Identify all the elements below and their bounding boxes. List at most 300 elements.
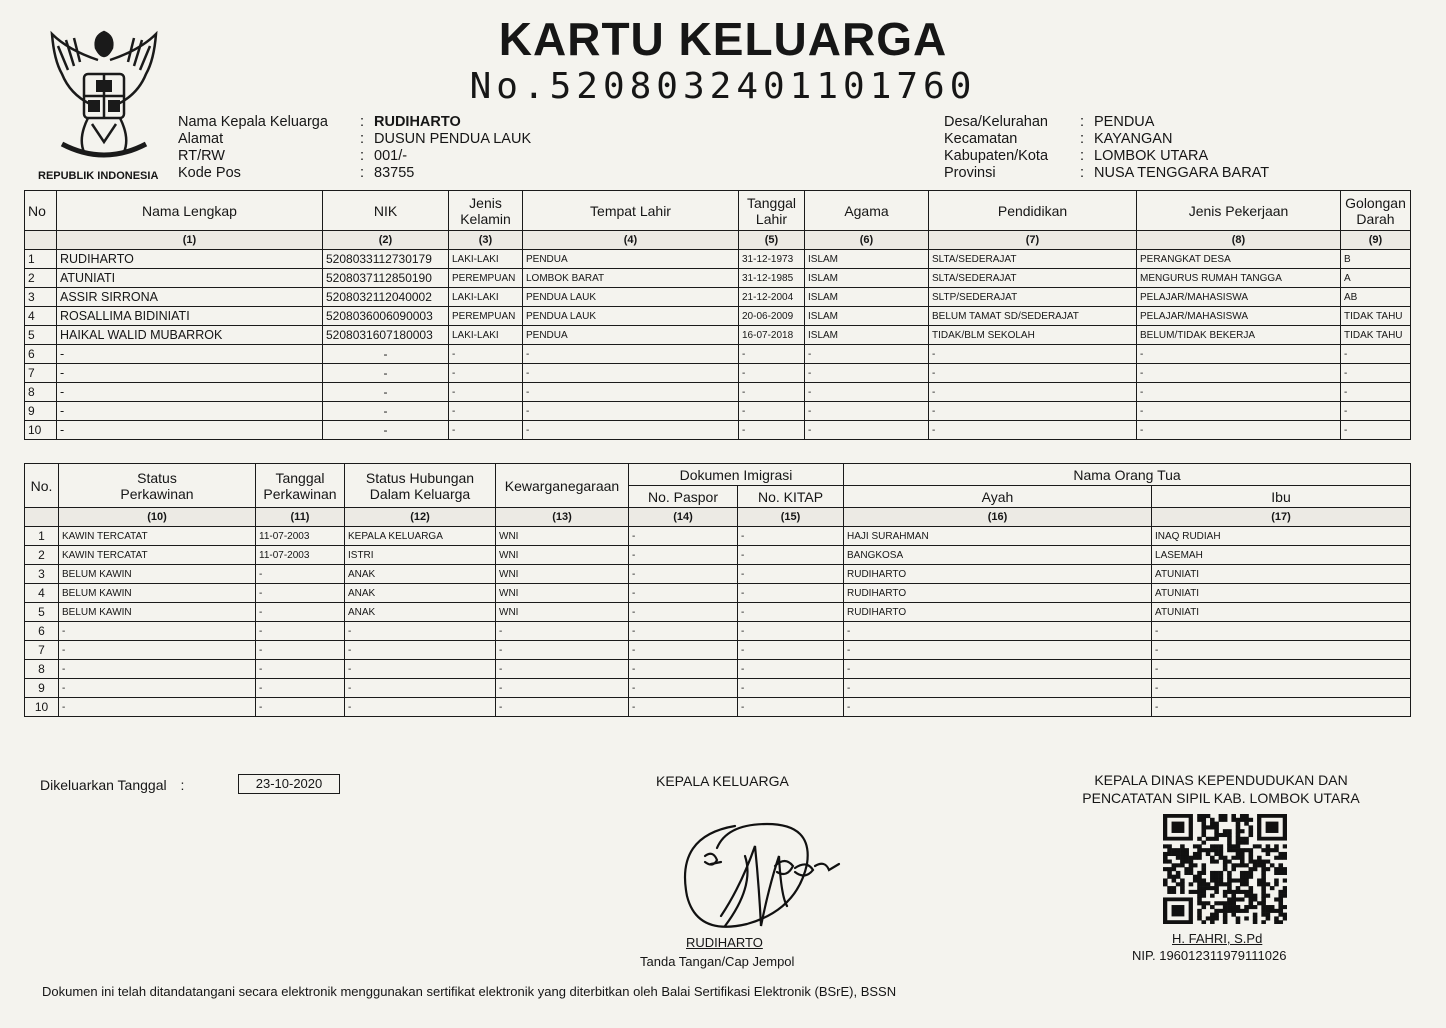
col-header: No [25, 191, 57, 231]
table-row [25, 622, 1411, 641]
table-cell: 1 [25, 527, 59, 546]
table-cell: 11-07-2003 [256, 546, 345, 565]
index-cell: (7) [929, 231, 1137, 250]
table-cell: ATUNIATI [57, 269, 323, 288]
table-cell: - [1152, 660, 1411, 679]
table-cell: 4 [25, 584, 59, 603]
table-cell: MENGURUS RUMAH TANGGA [1137, 269, 1341, 288]
table-cell: - [345, 641, 496, 660]
table-cell: - [1341, 383, 1411, 402]
table-cell: 5208033112730179 [323, 250, 449, 269]
index-cell: (6) [805, 231, 929, 250]
table-cell: - [256, 584, 345, 603]
table-cell: 6 [25, 345, 57, 364]
table-cell: - [629, 660, 738, 679]
table-cell: - [323, 421, 449, 440]
table-cell: - [738, 641, 844, 660]
table-cell: - [256, 698, 345, 717]
table-cell: - [256, 679, 345, 698]
table-cell: - [59, 622, 256, 641]
members-header-row [25, 191, 1411, 231]
table-cell: - [496, 660, 629, 679]
table-cell: SLTA/SEDERAJAT [929, 269, 1137, 288]
table-cell: - [929, 421, 1137, 440]
table-cell: KEPALA KELUARGA [345, 527, 496, 546]
table-cell: 31-12-1985 [739, 269, 805, 288]
table-row [25, 269, 1411, 288]
table-cell: - [1137, 364, 1341, 383]
table-cell: ATUNIATI [1152, 603, 1411, 622]
table-cell: 5208037112850190 [323, 269, 449, 288]
index-cell: (8) [1137, 231, 1341, 250]
table-cell: - [323, 383, 449, 402]
table-cell: 16-07-2018 [739, 326, 805, 345]
col-header: Nama Lengkap [57, 191, 323, 231]
info-label: Provinsi [944, 165, 996, 181]
col-header: Jenis Pekerjaan [1137, 191, 1341, 231]
table-cell: PEREMPUAN [449, 307, 523, 326]
table-cell: - [844, 698, 1152, 717]
table-cell: LOMBOK BARAT [523, 269, 739, 288]
table-cell: - [738, 622, 844, 641]
table-cell: RUDIHARTO [844, 584, 1152, 603]
table-cell: 7 [25, 641, 59, 660]
table-cell: - [629, 527, 738, 546]
table-row [25, 698, 1411, 717]
table-cell: WNI [496, 546, 629, 565]
table-row [25, 679, 1411, 698]
family-info-right [944, 114, 1269, 182]
table-cell: - [523, 421, 739, 440]
table-cell: - [1152, 698, 1411, 717]
table-cell: - [629, 698, 738, 717]
info-row-village: Desa/Kelurahan : PENDUA [944, 114, 1155, 130]
table-cell: - [805, 383, 929, 402]
table-cell: - [1152, 641, 1411, 660]
table-cell: - [1137, 402, 1341, 421]
index-cell: (10) [59, 508, 256, 527]
table-cell: PEREMPUAN [449, 269, 523, 288]
index-cell [25, 231, 57, 250]
table-cell: - [496, 641, 629, 660]
index-cell: (13) [496, 508, 629, 527]
table-cell: - [256, 603, 345, 622]
index-cell: (9) [1341, 231, 1411, 250]
table-cell: SLTP/SEDERAJAT [929, 288, 1137, 307]
table-cell: 9 [25, 679, 59, 698]
table-cell: - [805, 364, 929, 383]
info-row-regency: Kabupaten/Kota : LOMBOK UTARA [944, 148, 1209, 164]
index-cell: (16) [844, 508, 1152, 527]
table-cell: - [738, 584, 844, 603]
table-cell: AB [1341, 288, 1411, 307]
table-cell: - [496, 622, 629, 641]
info-row-rtrw: RT/RW : 001/- [178, 148, 408, 164]
table-cell: ANAK [345, 584, 496, 603]
table-cell: - [629, 641, 738, 660]
document-number: No.5208032401101760 [469, 66, 977, 107]
table-cell: - [1341, 402, 1411, 421]
col-header: Ibu [1152, 486, 1411, 508]
table-cell: - [1152, 622, 1411, 641]
col-header: Tanggal Lahir [739, 191, 805, 231]
table-cell: - [449, 345, 523, 364]
table-cell: LAKI-LAKI [449, 250, 523, 269]
col-header: NIK [323, 191, 449, 231]
electronic-signature-disclaimer: Dokumen ini telah ditandatangani secara elektronik menggunakan sertifikat elektronik yang diterbitkan oleh Balai Sertifikasi Elektronik (BSrE), BSSN [42, 984, 897, 999]
officer-name: H. FAHRI, S.Pd [1172, 931, 1263, 946]
table-cell: - [739, 383, 805, 402]
table-cell: 10 [25, 421, 57, 440]
table-cell: - [629, 679, 738, 698]
table-cell: - [323, 402, 449, 421]
table-cell: - [1137, 383, 1341, 402]
table-cell: 3 [25, 288, 57, 307]
table-cell: PERANGKAT DESA [1137, 250, 1341, 269]
table-cell: - [929, 402, 1137, 421]
table-cell: 3 [25, 565, 59, 584]
table-cell: - [59, 698, 256, 717]
table-cell: PENDUA [523, 326, 739, 345]
index-cell: (14) [629, 508, 738, 527]
table-cell: TIDAK/BLM SEKOLAH [929, 326, 1137, 345]
table-cell: - [496, 698, 629, 717]
index-cell: (4) [523, 231, 739, 250]
table-cell: - [323, 364, 449, 383]
table-cell: PELAJAR/MAHASISWA [1137, 288, 1341, 307]
table-cell: - [345, 622, 496, 641]
table-cell: - [929, 345, 1137, 364]
table-cell: WNI [496, 527, 629, 546]
table-cell: - [844, 622, 1152, 641]
table-cell: - [57, 421, 323, 440]
info-value: KAYANGAN [1094, 131, 1173, 147]
table-cell: ANAK [345, 603, 496, 622]
table-cell: - [57, 402, 323, 421]
table-cell: ISLAM [805, 269, 929, 288]
table-row [25, 345, 1411, 364]
table-cell: - [738, 679, 844, 698]
table-cell: ISTRI [345, 546, 496, 565]
civil-header-row-1 [25, 464, 1411, 486]
info-row-head: Nama Kepala Keluarga : RUDIHARTO [178, 114, 461, 130]
table-cell: LAKI-LAKI [449, 288, 523, 307]
signature-note: Tanda Tangan/Cap Jempol [640, 954, 795, 969]
table-cell: 21-12-2004 [739, 288, 805, 307]
table-row [25, 307, 1411, 326]
table-cell: - [805, 402, 929, 421]
info-value: 83755 [374, 165, 415, 181]
officer-nip: NIP. 196012311979111026 [1132, 948, 1287, 963]
table-row [25, 421, 1411, 440]
table-cell: - [449, 383, 523, 402]
col-header: Tanggal Perkawinan [256, 464, 345, 508]
table-cell: - [929, 383, 1137, 402]
index-cell: (5) [739, 231, 805, 250]
table-cell: - [738, 565, 844, 584]
info-label: Alamat [178, 131, 224, 147]
table-cell: - [739, 421, 805, 440]
table-cell: - [345, 679, 496, 698]
table-cell: - [345, 660, 496, 679]
table-row [25, 326, 1411, 345]
table-cell: PENDUA [523, 250, 739, 269]
table-cell: 11-07-2003 [256, 527, 345, 546]
table-cell: - [57, 364, 323, 383]
table-cell: - [449, 421, 523, 440]
garuda-emblem-icon [40, 24, 168, 174]
table-cell: B [1341, 250, 1411, 269]
table-row [25, 546, 1411, 565]
table-cell: 2 [25, 269, 57, 288]
table-cell: - [256, 565, 345, 584]
info-row-postal: Kode Pos : 83755 [178, 165, 415, 181]
info-value: RUDIHARTO [374, 114, 461, 130]
table-cell: LASEMAH [1152, 546, 1411, 565]
table-cell: ISLAM [805, 288, 929, 307]
issued-date-label [40, 777, 184, 793]
issued-date-label-text: Dikeluarkan Tanggal [40, 777, 167, 793]
table-cell: - [256, 622, 345, 641]
col-header: Nama Orang Tua [844, 464, 1411, 486]
table-cell: - [523, 364, 739, 383]
table-cell: - [738, 546, 844, 565]
table-cell: - [629, 565, 738, 584]
table-cell: SLTA/SEDERAJAT [929, 250, 1137, 269]
table-cell: - [805, 345, 929, 364]
table-cell: WNI [496, 565, 629, 584]
table-cell: - [496, 679, 629, 698]
table-cell: 2 [25, 546, 59, 565]
table-cell: BELUM TAMAT SD/SEDERAJAT [929, 307, 1137, 326]
members-table [24, 190, 1411, 440]
family-info-left [178, 114, 531, 182]
table-cell: 4 [25, 307, 57, 326]
table-cell: - [523, 402, 739, 421]
office-title-line2: PENCATATAN SIPIL KAB. LOMBOK UTARA [1082, 790, 1360, 806]
table-row [25, 527, 1411, 546]
index-cell [25, 508, 59, 527]
index-cell: (3) [449, 231, 523, 250]
table-cell: 8 [25, 383, 57, 402]
table-row [25, 383, 1411, 402]
table-cell: - [929, 364, 1137, 383]
col-header: No. Paspor [629, 486, 738, 508]
table-cell: WNI [496, 603, 629, 622]
table-cell: - [1341, 345, 1411, 364]
table-cell: - [345, 698, 496, 717]
info-label: Nama Kepala Keluarga [178, 114, 328, 130]
handwritten-signature [625, 806, 870, 946]
table-row [25, 641, 1411, 660]
table-cell: - [523, 383, 739, 402]
table-cell: - [805, 421, 929, 440]
family-head-title: KEPALA KELUARGA [656, 773, 789, 789]
info-value: LOMBOK UTARA [1094, 148, 1209, 164]
table-cell: - [59, 660, 256, 679]
table-cell: 5208032112040002 [323, 288, 449, 307]
table-cell: KAWIN TERCATAT [59, 527, 256, 546]
col-header: Status Perkawinan [59, 464, 256, 508]
info-label: Kode Pos [178, 165, 241, 181]
table-cell: - [739, 364, 805, 383]
table-cell: - [1341, 364, 1411, 383]
table-cell: HAIKAL WALID MUBARROK [57, 326, 323, 345]
table-cell: - [449, 402, 523, 421]
table-cell: - [629, 603, 738, 622]
table-cell: 5 [25, 603, 59, 622]
info-label: Kabupaten/Kota [944, 148, 1049, 164]
col-header: Golongan Darah [1341, 191, 1411, 231]
col-header: Pendidikan [929, 191, 1137, 231]
info-row-province: Provinsi : NUSA TENGGARA BARAT [944, 165, 1270, 181]
table-row [25, 660, 1411, 679]
table-cell: - [739, 345, 805, 364]
info-value: 001/- [374, 148, 408, 164]
col-header: Status Hubungan Dalam Keluarga [345, 464, 496, 508]
info-value: PENDUA [1094, 114, 1155, 130]
table-cell: - [738, 527, 844, 546]
index-cell: (2) [323, 231, 449, 250]
table-cell: TIDAK TAHU [1341, 326, 1411, 345]
table-cell: - [449, 364, 523, 383]
index-cell: (17) [1152, 508, 1411, 527]
table-row [25, 402, 1411, 421]
col-header: Dokumen Imigrasi [629, 464, 844, 486]
info-row-address: Alamat : DUSUN PENDUA LAUK [178, 131, 532, 147]
table-row [25, 584, 1411, 603]
table-cell: - [1137, 421, 1341, 440]
table-cell: WNI [496, 584, 629, 603]
table-cell: - [1152, 679, 1411, 698]
table-cell: BANGKOSA [844, 546, 1152, 565]
table-cell: - [738, 660, 844, 679]
col-header: Tempat Lahir [523, 191, 739, 231]
table-cell: - [59, 641, 256, 660]
members-index-row [25, 231, 1411, 250]
table-cell: 9 [25, 402, 57, 421]
index-cell: (1) [57, 231, 323, 250]
table-row [25, 565, 1411, 584]
issued-date-colon: : [180, 777, 185, 793]
table-cell: 20-06-2009 [739, 307, 805, 326]
table-cell: ISLAM [805, 307, 929, 326]
table-cell: KAWIN TERCATAT [59, 546, 256, 565]
table-cell: 31-12-1973 [739, 250, 805, 269]
issued-date-value: 23-10-2020 [238, 774, 340, 794]
index-cell: (11) [256, 508, 345, 527]
qr-code-icon [1163, 814, 1287, 924]
info-value: NUSA TENGGARA BARAT [1094, 165, 1270, 181]
info-label: Kecamatan [944, 131, 1018, 147]
table-cell: ASSIR SIRRONA [57, 288, 323, 307]
table-cell: HAJI SURAHMAN [844, 527, 1152, 546]
table-cell: - [523, 345, 739, 364]
emblem-caption: REPUBLIK INDONESIA [38, 170, 159, 182]
info-row-district: Kecamatan : KAYANGAN [944, 131, 1173, 147]
table-cell: 5208036006090003 [323, 307, 449, 326]
table-cell: PENDUA LAUK [523, 307, 739, 326]
table-cell: INAQ RUDIAH [1152, 527, 1411, 546]
table-cell: 7 [25, 364, 57, 383]
col-header: Ayah [844, 486, 1152, 508]
table-cell: - [59, 679, 256, 698]
info-label: Desa/Kelurahan [944, 114, 1048, 130]
table-cell: A [1341, 269, 1411, 288]
table-cell: - [629, 546, 738, 565]
table-cell: PELAJAR/MAHASISWA [1137, 307, 1341, 326]
table-cell: - [738, 698, 844, 717]
table-cell: BELUM/TIDAK BEKERJA [1137, 326, 1341, 345]
table-row [25, 288, 1411, 307]
index-cell: (12) [345, 508, 496, 527]
table-cell: RUDIHARTO [57, 250, 323, 269]
office-title-line1: KEPALA DINAS KEPENDUDUKAN DAN [1094, 772, 1348, 788]
table-cell: 1 [25, 250, 57, 269]
table-cell: - [738, 603, 844, 622]
table-cell: LAKI-LAKI [449, 326, 523, 345]
table-cell: - [57, 383, 323, 402]
table-cell: - [57, 345, 323, 364]
col-header: Jenis Kelamin [449, 191, 523, 231]
table-cell: - [629, 584, 738, 603]
table-cell: RUDIHARTO [844, 565, 1152, 584]
table-cell: - [844, 641, 1152, 660]
civil-index-row [25, 508, 1411, 527]
civil-status-table [24, 463, 1411, 717]
table-cell: BELUM KAWIN [59, 565, 256, 584]
table-row [25, 250, 1411, 269]
family-head-name: RUDIHARTO [686, 935, 763, 950]
table-cell: ATUNIATI [1152, 565, 1411, 584]
table-cell: ROSALLIMA BIDINIATI [57, 307, 323, 326]
table-cell: - [629, 622, 738, 641]
table-cell: 5208031607180003 [323, 326, 449, 345]
table-cell: 6 [25, 622, 59, 641]
table-cell: BELUM KAWIN [59, 584, 256, 603]
table-row [25, 603, 1411, 622]
col-header: Kewarganegaraan [496, 464, 629, 508]
col-header: No. KITAP [738, 486, 844, 508]
table-cell: 5 [25, 326, 57, 345]
table-cell: RUDIHARTO [844, 603, 1152, 622]
document-title: KARTU KELUARGA [498, 13, 948, 65]
table-cell: BELUM KAWIN [59, 603, 256, 622]
table-cell: - [323, 345, 449, 364]
table-cell: 8 [25, 660, 59, 679]
table-cell: PENDUA LAUK [523, 288, 739, 307]
table-cell: - [1137, 345, 1341, 364]
table-cell: 10 [25, 698, 59, 717]
table-cell: ISLAM [805, 250, 929, 269]
table-cell: ISLAM [805, 326, 929, 345]
info-value: DUSUN PENDUA LAUK [374, 131, 532, 147]
table-cell: ANAK [345, 565, 496, 584]
table-cell: - [739, 402, 805, 421]
col-header: No. [25, 464, 59, 508]
table-cell: - [1341, 421, 1411, 440]
table-cell: - [256, 660, 345, 679]
col-header: Agama [805, 191, 929, 231]
index-cell: (15) [738, 508, 844, 527]
info-label: RT/RW [178, 148, 225, 164]
table-cell: - [844, 660, 1152, 679]
table-cell: - [844, 679, 1152, 698]
table-row [25, 364, 1411, 383]
table-cell: TIDAK TAHU [1341, 307, 1411, 326]
table-cell: ATUNIATI [1152, 584, 1411, 603]
table-cell: - [256, 641, 345, 660]
